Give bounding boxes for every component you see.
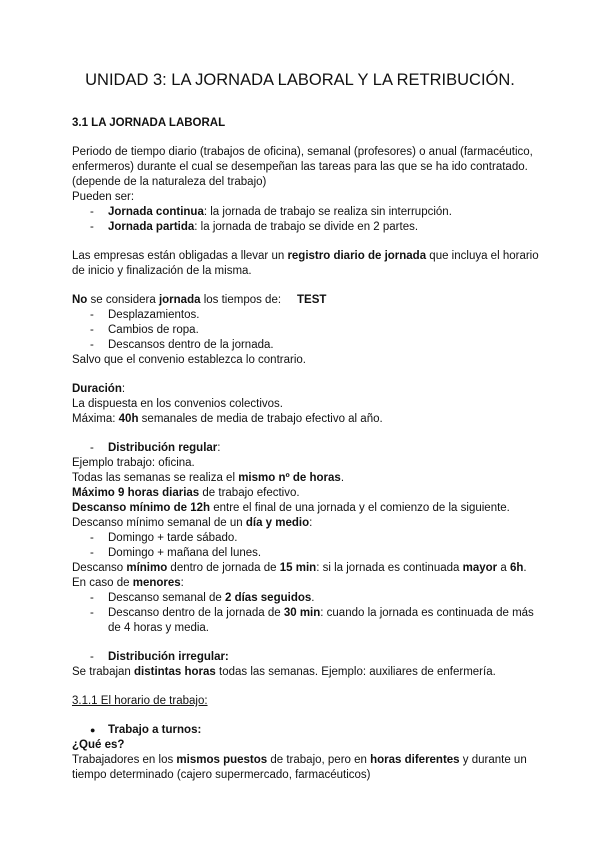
list-item: Desplazamientos. <box>108 309 200 321</box>
text: Las empresas están obligadas a llevar un <box>72 250 288 262</box>
text: y durante un <box>459 754 527 766</box>
turnos-line-2: tiempo determinado (cajero supermercado, farmacéuticos) <box>72 769 371 781</box>
dash-marker: - <box>90 309 94 321</box>
text: dentro de jornada de <box>167 562 280 574</box>
list-item: Domingo + tarde sábado. <box>108 532 238 544</box>
registro-line-1 <box>72 249 539 263</box>
text: Descanso semanal de <box>108 592 225 604</box>
jornada-partida-item <box>108 220 418 234</box>
dash-marker: - <box>90 592 94 604</box>
turnos-heading: Trabajo a turnos: <box>108 724 202 736</box>
irregular-heading: Distribución irregular: <box>108 651 229 663</box>
text: : <box>180 577 184 589</box>
bullet-icon: ● <box>90 725 96 735</box>
text: Descanso dentro de la jornada de <box>108 607 284 619</box>
list-item: Descansos dentro de la jornada. <box>108 339 274 351</box>
duracion-heading <box>72 382 125 396</box>
term: Jornada continua <box>108 206 204 218</box>
subsection-heading: 3.1.1 El horario de trabajo: <box>72 695 208 707</box>
text: Todas las semanas se realiza el <box>72 472 239 484</box>
intro-line-1: Periodo de tiempo diario (trabajos de oficina), semanal (profesores) o anual (farmacéutico, <box>72 146 533 158</box>
emphasis: Descanso mínimo de 12h <box>72 502 211 514</box>
duracion-max-line <box>72 412 383 426</box>
list-item: Cambios de ropa. <box>108 324 199 336</box>
emphasis: 6h <box>509 562 524 574</box>
text: Descanso mínimo semanal de un <box>72 517 246 529</box>
dash-marker: - <box>90 339 94 351</box>
irregular-line <box>72 665 496 679</box>
dash-marker: - <box>90 206 94 218</box>
emphasis: Duración <box>72 383 122 395</box>
list-item <box>108 606 534 620</box>
text: de trabajo, pero en <box>267 754 371 766</box>
test-label: TEST <box>297 294 327 306</box>
text: semanales de media de trabajo efectivo al año. <box>138 413 383 425</box>
emphasis: menores <box>132 577 181 589</box>
text: los tiempos de: <box>200 294 282 306</box>
dash-marker: - <box>90 324 94 336</box>
emphasis: 15 min <box>279 562 317 574</box>
intro-line-3: (depende de la naturaleza del trabajo) <box>72 176 267 188</box>
text: . <box>340 472 345 484</box>
emphasis: mismos puestos <box>176 754 268 766</box>
text: : <box>217 442 221 454</box>
text: se considera <box>87 294 159 306</box>
emphasis: mínimo <box>126 562 168 574</box>
registro-line-2: de inicio y finalización de la misma. <box>72 265 252 277</box>
regular-heading <box>108 441 220 455</box>
text: . <box>311 592 315 604</box>
dash-marker: - <box>90 221 94 233</box>
text: . <box>523 562 527 574</box>
text: a <box>497 562 510 574</box>
emphasis: jornada <box>158 294 201 306</box>
term: Jornada partida <box>108 221 195 233</box>
intro-line-2: enfermeros) durante el cual se desempeñan las tareas para las que se ha ido contratado. <box>72 161 528 173</box>
regular-line-7 <box>72 576 184 590</box>
emphasis: Distribución regular <box>108 442 218 454</box>
emphasis: registro diario de jornada <box>287 250 427 262</box>
section-heading: 3.1 LA JORNADA LABORAL <box>72 117 226 129</box>
page-title: UNIDAD 3: LA JORNADA LABORAL Y LA RETRIBUCIÓN. <box>85 71 515 89</box>
text: Descanso <box>72 562 127 574</box>
emphasis: mayor <box>462 562 498 574</box>
text: entre el final de una jornada y el comienzo de la siguiente. <box>210 502 510 514</box>
regular-line-4 <box>72 501 510 515</box>
text: : cuando la jornada es continuada de más <box>320 607 534 619</box>
emphasis: Máximo 9 horas diarias <box>72 487 200 499</box>
regular-line-5 <box>72 516 312 530</box>
dash-marker: - <box>90 607 94 619</box>
text: : <box>309 517 313 529</box>
que-es-heading: ¿Qué es? <box>72 739 125 751</box>
regular-line-6 <box>72 561 527 575</box>
text: Máxima: <box>72 413 119 425</box>
convenio-note: Salvo que el convenio establezca lo contrario. <box>72 354 306 366</box>
no-jornada-line <box>72 293 281 307</box>
regular-line-3 <box>72 486 300 500</box>
emphasis: No <box>72 294 88 306</box>
text: Trabajadores en los <box>72 754 177 766</box>
emphasis: horas diferentes <box>370 754 460 766</box>
text: todas las semanas. Ejemplo: auxiliares de enfermería. <box>215 666 496 678</box>
text: de trabajo efectivo. <box>199 487 300 499</box>
duracion-line-1: La dispuesta en los convenios colectivos. <box>72 398 283 410</box>
dash-marker: - <box>90 547 94 559</box>
emphasis: 2 días seguidos <box>224 592 312 604</box>
turnos-line-1 <box>72 753 527 767</box>
dash-marker: - <box>90 442 94 454</box>
regular-line-2 <box>72 471 344 485</box>
text: En caso de <box>72 577 133 589</box>
list-item <box>108 591 314 605</box>
text: que incluya el horario <box>426 250 539 262</box>
dash-marker: - <box>90 651 94 663</box>
definition: : la jornada de trabajo se divide en 2 partes. <box>194 221 419 233</box>
emphasis: día y medio <box>245 517 310 529</box>
jornada-continua-item <box>108 205 452 219</box>
emphasis: mismo nº de horas <box>238 472 341 484</box>
text: : <box>121 383 126 395</box>
text: : si la jornada es continuada <box>316 562 463 574</box>
emphasis: 40h <box>118 413 139 425</box>
emphasis: 30 min <box>283 607 321 619</box>
dash-marker: - <box>90 532 94 544</box>
definition: : la jornada de trabajo se realiza sin interrupción. <box>203 206 452 218</box>
emphasis: distintas horas <box>134 666 216 678</box>
text: Se trabajan <box>72 666 135 678</box>
intro-line-4: Pueden ser: <box>72 191 135 203</box>
regular-example: Ejemplo trabajo: oficina. <box>72 457 195 469</box>
list-item-continuation: de 4 horas y media. <box>108 622 210 634</box>
list-item: Domingo + mañana del lunes. <box>108 547 262 559</box>
